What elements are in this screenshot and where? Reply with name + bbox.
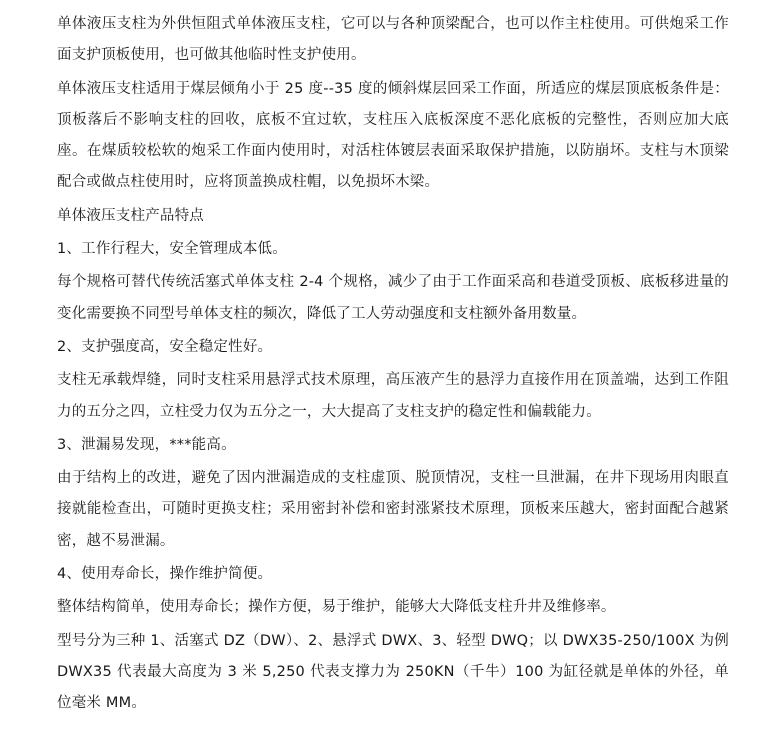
feature-4-body: 整体结构简单，使用寿命长；操作方便，易于维护，能够大大降低支柱升井及维修率。 (57, 599, 616, 616)
feature-2-title: 2、支护强度高，安全稳定性好。 (57, 338, 273, 355)
feature-1-title: 1、工作行程大，安全管理成本低。 (57, 241, 287, 258)
paragraph-intro: 单体液压支柱为外供恒阻式单体液压支柱，它可以与各种顶梁配合，也可以作主柱使用。可供炮采工作面支护顶板使用，也可做其他临时性支护使用。 (57, 16, 729, 64)
paragraph-applicability: 单体液压支柱适用于煤层倾角小于 25 度--35 度的倾斜煤层回采工作面，所适应的煤层顶底板条件是：顶板落后不影响支柱的回收，底板不宜过软，支柱压入底板深度不恶化底板的完整性，否则应加大底座。在煤质较松软的炮采工作面内使用时，对活柱体镀层表面采取保护措施，以防崩坏。支柱与木顶梁配合或做点柱使用时，应将顶盖换成柱帽，以免损坏木梁。 (57, 80, 729, 191)
section-heading-features: 单体液压支柱产品特点 (57, 207, 204, 224)
feature-3-title: 3、泄漏易发现，***能高。 (57, 436, 236, 453)
document-body (57, 9, 729, 722)
paragraph-model-types: 型号分为三种 1、活塞式 DZ（DW）、2、悬浮式 DWX、3、轻型 DWQ；以 DWX35-250/100X 为例 DWX35 代表最大高度为 3 米 5,250 代表支撑力为 250KN（千牛）100 为缸径就是单体的外径，单位毫米 MM。 (57, 632, 729, 712)
feature-4-title: 4、使用寿命长，操作维护简便。 (57, 566, 273, 583)
feature-2-body: 支柱无承载焊缝，同时支柱采用悬浮式技术原理，高压液产生的悬浮力直接作用在顶盖端，达到工作阻力的五分之四，立柱受力仅为五分之一，大大提高了支柱支护的稳定性和偏载能力。 (57, 372, 729, 420)
feature-1-body: 每个规格可替代传统活塞式单体支柱 2-4 个规格，减少了由于工作面采高和巷道受顶板、底板移进量的变化需要换不同型号单体支柱的频次，降低了工人劳动强度和支柱额外备用数量。 (57, 274, 729, 322)
feature-3-body: 由于结构上的改进，避免了因内泄漏造成的支柱虚顶、脱顶情况，支柱一旦泄漏，在井下现场用肉眼直接就能检查出，可随时更换支柱；采用密封补偿和密封涨紧技术原理，顶板来压越大，密封面配合越紧密，越不易泄漏。 (57, 470, 729, 549)
